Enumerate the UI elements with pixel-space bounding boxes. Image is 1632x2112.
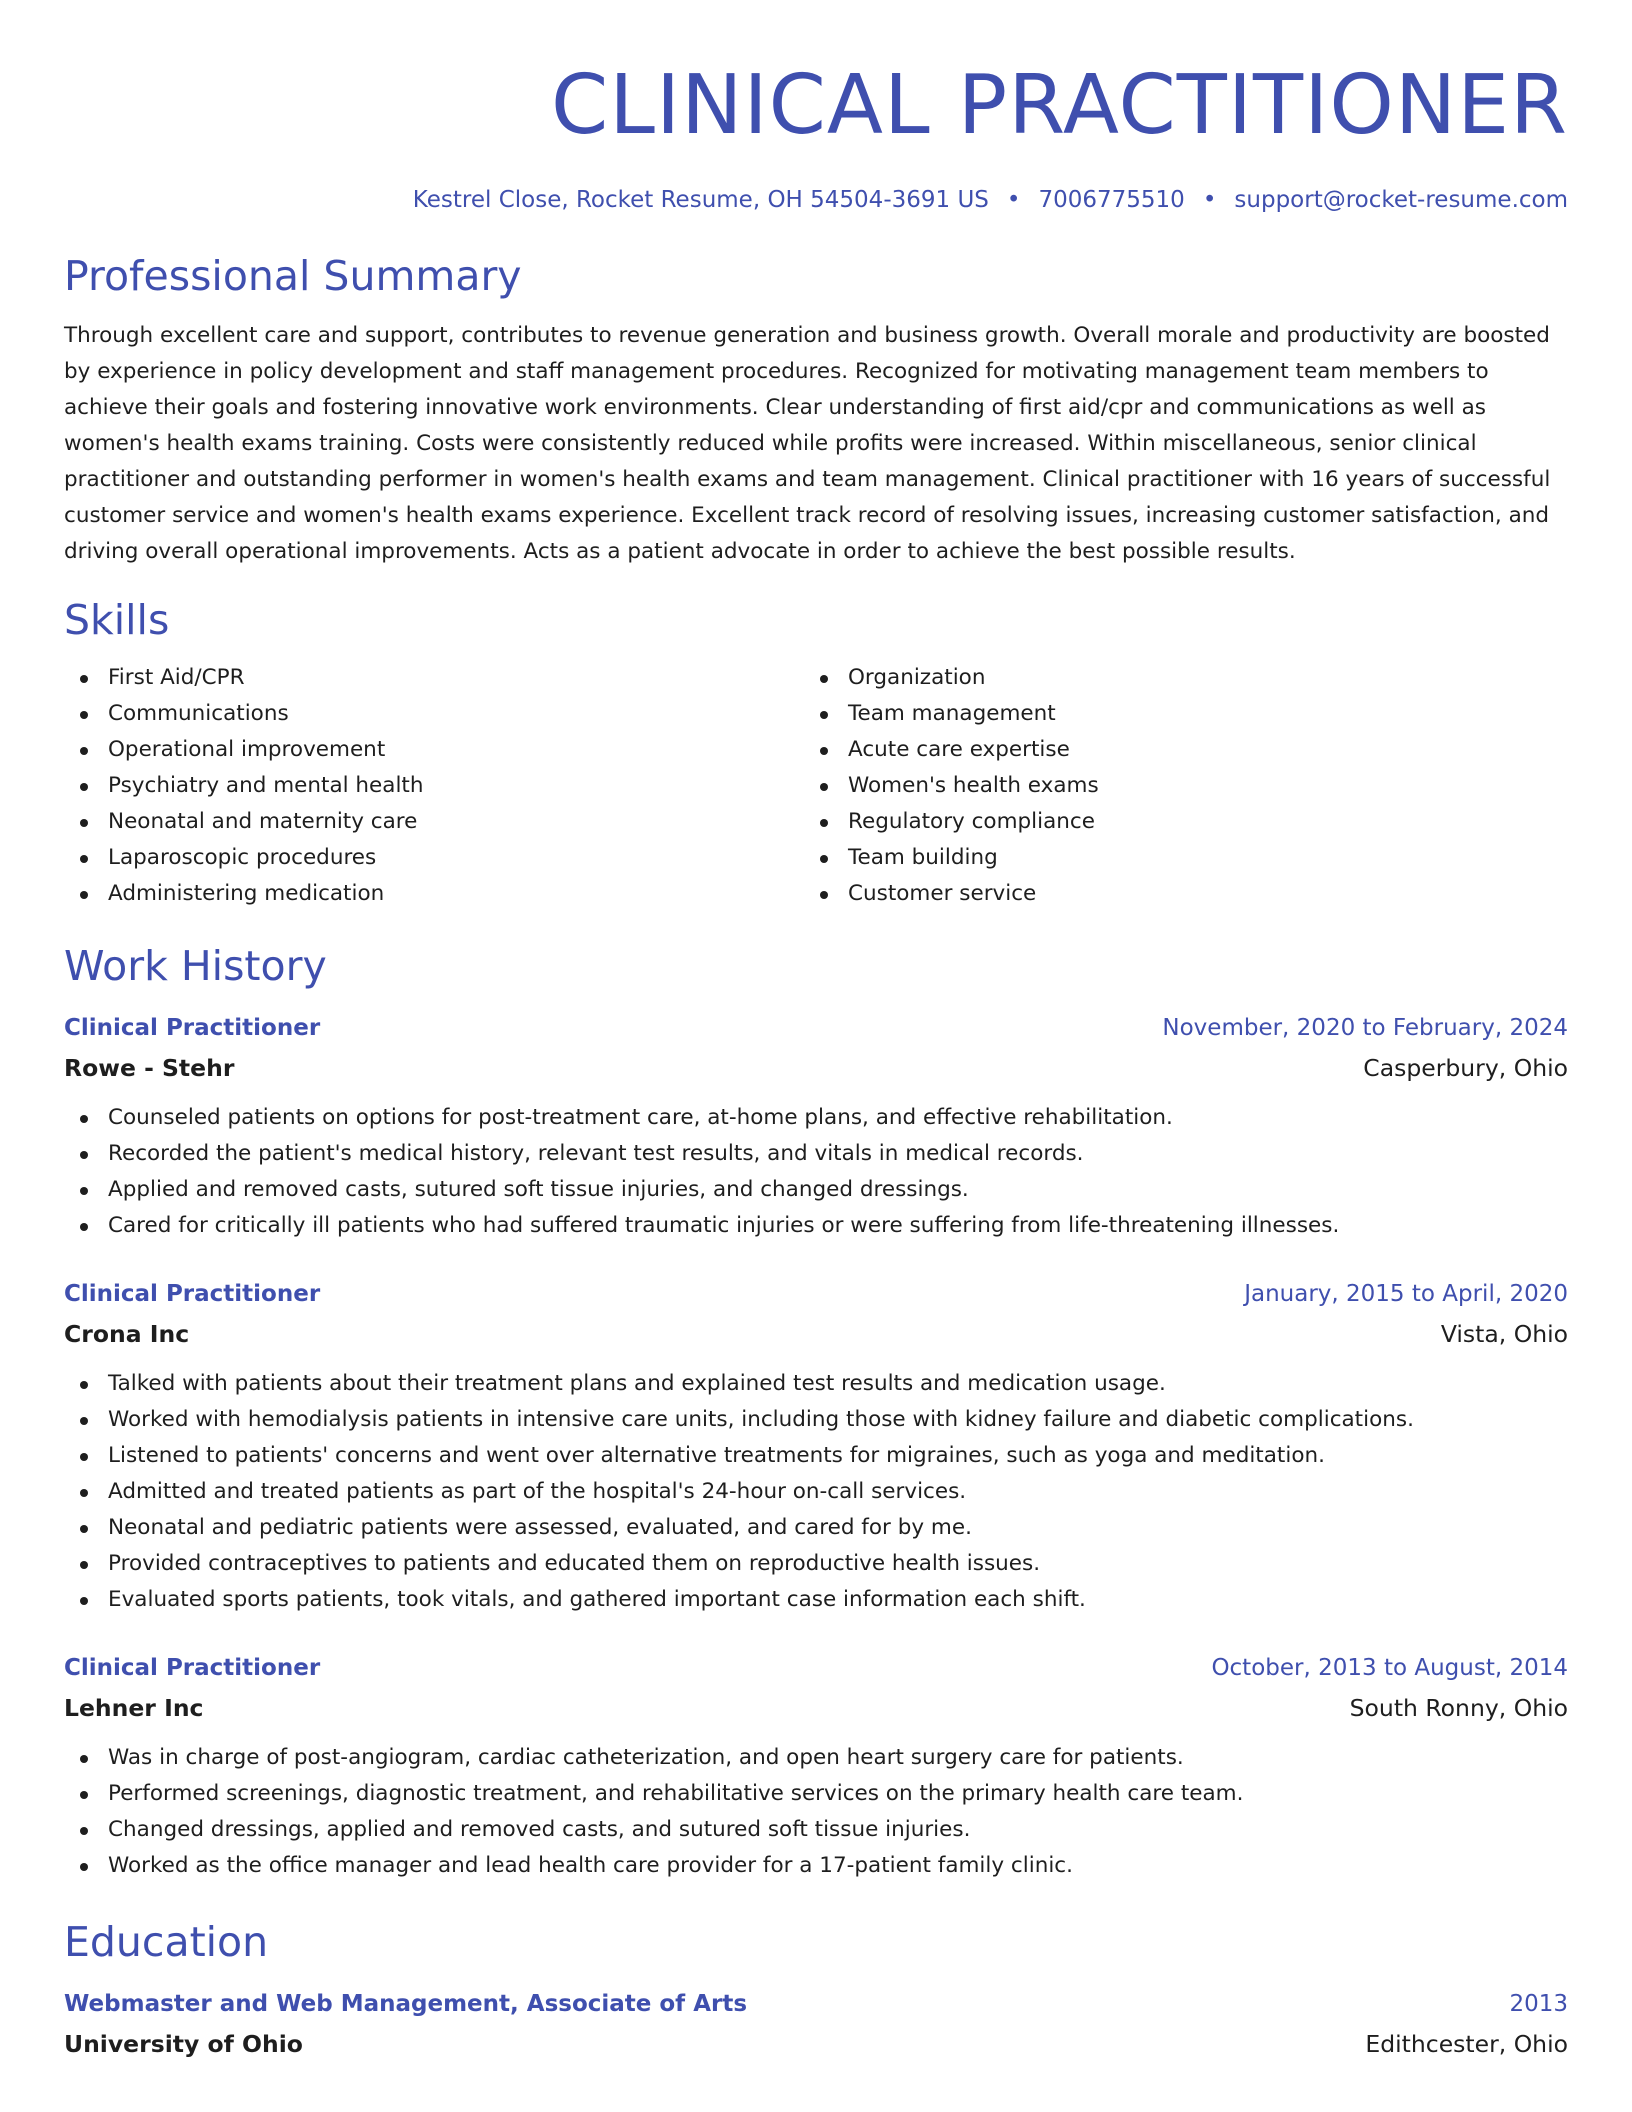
job-header (64, 1008, 1568, 1048)
contact-email[interactable]: support@rocket-resume.com (1234, 187, 1568, 213)
skills-column-right (804, 660, 1544, 912)
skills-heading: Skills (64, 596, 170, 644)
summary-heading: Professional Summary (64, 252, 522, 300)
job-dates: November, 2020 to February, 2024 (1162, 1015, 1568, 1041)
education-entry (64, 1984, 1568, 2064)
job-duty-item: Performed screenings, diagnostic treatment, and rehabilitative services on the primary health care team. (64, 1776, 1568, 1812)
skill-item: Acute care expertise (804, 732, 1544, 768)
education-header (64, 1984, 1568, 2024)
skill-item: First Aid/CPR (64, 660, 804, 696)
education-year: 2013 (1509, 1991, 1568, 2017)
job-duty-item: Worked as the office manager and lead health care provider for a 17-patient family clinic. (64, 1848, 1568, 1884)
job-subheader (64, 1314, 1568, 1354)
candidate-name: CLINICAL PRACTITIONER (551, 58, 1568, 153)
contact-separator: • (1202, 187, 1217, 213)
skills-column-left (64, 660, 804, 912)
job-duty-item: Admitted and treated patients as part of the hospital's 24-hour on-call services. (64, 1474, 1568, 1510)
education-degree: Webmaster and Web Management, Associate of Arts (64, 1991, 748, 2017)
job-duty-item: Recorded the patient's medical history, relevant test results, and vitals in medical records. (64, 1136, 1568, 1172)
job-duty-item: Listened to patients' concerns and went over alternative treatments for migraines, such as yoga and meditation. (64, 1438, 1568, 1474)
job-duty-item: Changed dressings, applied and removed casts, and sutured soft tissue injuries. (64, 1812, 1568, 1848)
contact-separator: • (1006, 187, 1021, 213)
job-duties (64, 1740, 1568, 1884)
job-title: Clinical Practitioner (64, 1655, 321, 1681)
contact-address: Kestrel Close, Rocket Resume, OH 54504-3691 US (412, 187, 989, 213)
contact-phone[interactable]: 7006775510 (1038, 187, 1185, 213)
job-duty-item: Evaluated sports patients, took vitals, and gathered important case information each shift. (64, 1582, 1568, 1618)
job-title: Clinical Practitioner (64, 1015, 321, 1041)
education-heading: Education (64, 1918, 269, 1966)
job-duty-item: Worked with hemodialysis patients in intensive care units, including those with kidney failure and diabetic complications. (64, 1402, 1568, 1438)
job-duty-item: Was in charge of post-angiogram, cardiac catheterization, and open heart surgery care for patients. (64, 1740, 1568, 1776)
job-duties (64, 1100, 1568, 1244)
education-school: University of Ohio (64, 2030, 303, 2058)
job-title: Clinical Practitioner (64, 1281, 321, 1307)
job-duty-item: Counseled patients on options for post-treatment care, at-home plans, and effective rehabilitation. (64, 1100, 1568, 1136)
skill-item: Communications (64, 696, 804, 732)
job-location: Vista, Ohio (1440, 1320, 1568, 1348)
job-header (64, 1648, 1568, 1688)
skill-item: Laparoscopic procedures (64, 840, 804, 876)
skill-item: Team building (804, 840, 1544, 876)
job-duty-item: Cared for critically ill patients who had suffered traumatic injuries or were suffering from life-threatening illnesses. (64, 1208, 1568, 1244)
job-location: Casperbury, Ohio (1363, 1054, 1568, 1082)
skill-item: Organization (804, 660, 1544, 696)
summary-text: Through excellent care and support, contributes to revenue generation and business growth. Overall morale and productivity are boosted by experience in policy development and staff management procedures. Recognized for motivating management team members to achieve their goals and fostering innovative work environments. Clear understanding of first aid/cpr and communications as well as women's health exams training. Costs were consistently reduced while profits were increased. Within miscellaneous, senior clinical practitioner and outstanding performer in women's health exams and team management. Clinical practitioner with 16 years of successful customer service and women's health exams experience. Excellent track record of resolving issues, increasing customer satisfaction, and driving overall operational improvements. Acts as a patient advocate in order to achieve the best possible results. (64, 323, 1551, 564)
job-duty-item: Talked with patients about their treatment plans and explained test results and medication usage. (64, 1366, 1568, 1402)
skill-item: Team management (804, 696, 1544, 732)
skill-item: Neonatal and maternity care (64, 804, 804, 840)
job-duty-item: Provided contraceptives to patients and educated them on reproductive health issues. (64, 1546, 1568, 1582)
job-company: Lehner Inc (64, 1694, 204, 1722)
skill-item: Customer service (804, 876, 1544, 912)
job-duties (64, 1366, 1568, 1618)
job-duty-item: Neonatal and pediatric patients were assessed, evaluated, and cared for by me. (64, 1510, 1568, 1546)
skills-list (64, 660, 1568, 912)
job-duty-item: Applied and removed casts, sutured soft tissue injuries, and changed dressings. (64, 1172, 1568, 1208)
job-subheader (64, 1688, 1568, 1728)
skill-item: Psychiatry and mental health (64, 768, 804, 804)
job-company: Crona Inc (64, 1320, 190, 1348)
skill-item: Women's health exams (804, 768, 1544, 804)
education-location: Edithcester, Ohio (1365, 2030, 1568, 2058)
job-entry (64, 1274, 1568, 1618)
skill-item: Operational improvement (64, 732, 804, 768)
job-dates: January, 2015 to April, 2020 (1244, 1281, 1568, 1307)
job-subheader (64, 1048, 1568, 1088)
job-location: South Ronny, Ohio (1349, 1694, 1568, 1722)
job-header (64, 1274, 1568, 1314)
job-entry (64, 1648, 1568, 1884)
skill-item: Administering medication (64, 876, 804, 912)
work-history-heading: Work History (64, 942, 327, 990)
job-company: Rowe - Stehr (64, 1054, 235, 1082)
job-entry (64, 1008, 1568, 1244)
contact-line (64, 182, 1568, 218)
job-dates: October, 2013 to August, 2014 (1211, 1655, 1568, 1681)
education-subheader (64, 2024, 1568, 2064)
skill-item: Regulatory compliance (804, 804, 1544, 840)
